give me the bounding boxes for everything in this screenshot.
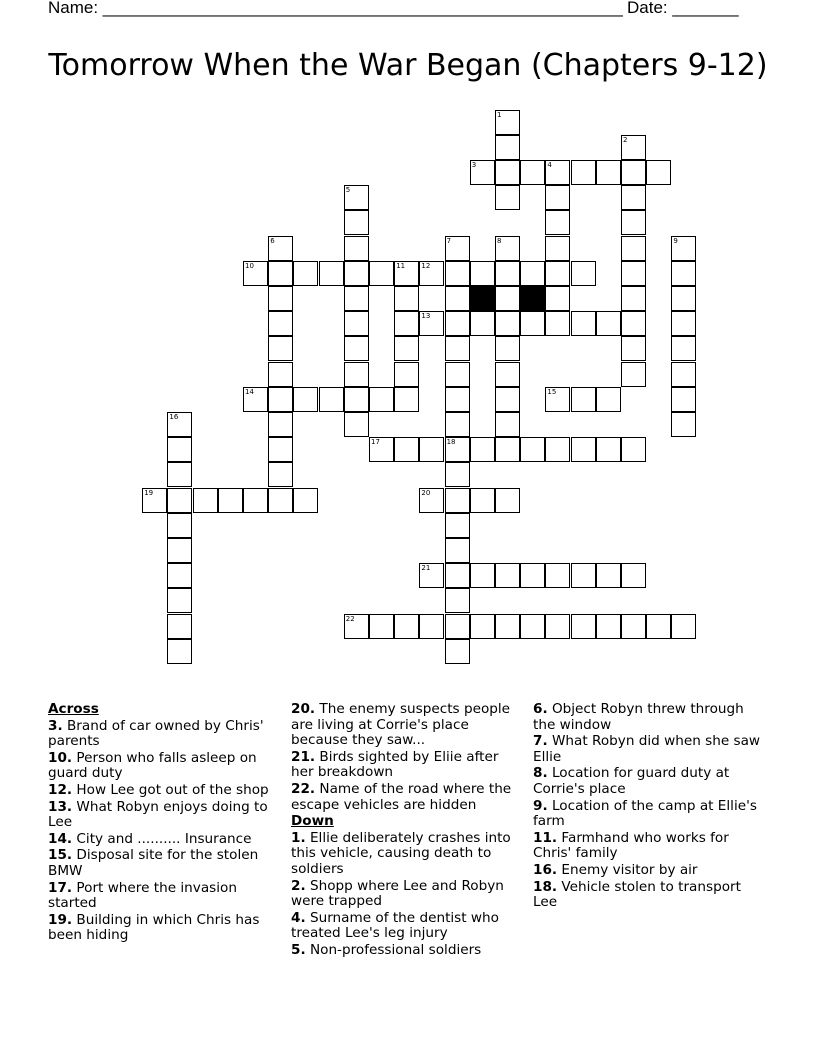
clue-item-text: Vehicle stolen to transport Lee <box>533 878 741 911</box>
grid-cell[interactable] <box>167 588 192 613</box>
clue-item-number: 1. <box>291 829 306 846</box>
clue-item-text: Farmhand who works for Chris' family <box>533 829 729 862</box>
grid-cell[interactable] <box>545 261 570 286</box>
grid-cell[interactable] <box>646 160 671 185</box>
clue-item-text: Location for guard duty at Corrie's place <box>533 765 730 797</box>
grid-cell[interactable] <box>445 362 470 387</box>
grid-cell[interactable] <box>268 362 293 387</box>
grid-cell[interactable] <box>671 236 696 261</box>
grid-cell[interactable] <box>520 311 545 336</box>
clue-item-text: Shopp where Lee and Robyn were trapped <box>291 877 504 910</box>
grid-cell[interactable] <box>167 437 192 462</box>
clue-item <box>533 766 765 797</box>
grid-cell[interactable] <box>671 286 696 311</box>
grid-cell[interactable] <box>394 614 419 639</box>
grid-cell[interactable] <box>344 261 369 286</box>
grid-cell[interactable] <box>394 336 419 361</box>
grid-cell[interactable] <box>621 185 646 210</box>
clue-item <box>533 702 765 733</box>
grid-cell[interactable] <box>621 135 646 160</box>
clue-item <box>533 880 765 911</box>
grid-cell[interactable] <box>293 488 318 513</box>
grid-cell[interactable] <box>419 311 444 336</box>
clue-item-number: 18. <box>533 878 558 895</box>
grid-cell[interactable] <box>243 488 268 513</box>
grid-cell[interactable] <box>445 437 470 462</box>
grid-cell[interactable] <box>621 437 646 462</box>
grid-cell[interactable] <box>394 362 419 387</box>
grid-cell[interactable] <box>445 336 470 361</box>
grid-cell[interactable] <box>671 412 696 437</box>
grid-cell[interactable] <box>545 210 570 235</box>
grid-cell[interactable] <box>621 261 646 286</box>
grid-cell[interactable] <box>495 362 520 387</box>
grid-cell[interactable] <box>268 488 293 513</box>
clues-column-1 <box>48 702 280 945</box>
clue-number: 9 <box>673 236 678 245</box>
grid-cell[interactable] <box>344 614 369 639</box>
clue-number: 18 <box>446 438 456 447</box>
grid-cell[interactable] <box>596 563 621 588</box>
clue-item <box>48 848 280 879</box>
clue-number: 3 <box>471 160 477 169</box>
clue-number: 10 <box>245 261 254 270</box>
clues-column-3 <box>533 702 765 912</box>
grid-cell[interactable] <box>495 286 520 311</box>
clue-item-text: Port where the invasion started <box>48 879 237 912</box>
clue-item <box>533 863 765 879</box>
grid-cell[interactable] <box>571 261 596 286</box>
grid-cell[interactable] <box>268 462 293 487</box>
grid-cell[interactable] <box>671 362 696 387</box>
grid-cell[interactable] <box>495 311 520 336</box>
clue-item-text: Location of the camp at Ellie's farm <box>533 797 757 830</box>
grid-cell[interactable] <box>545 563 570 588</box>
grid-cell[interactable] <box>268 387 293 412</box>
grid-cell[interactable] <box>520 437 545 462</box>
clue-item-text: Surname of the dentist who treated Lee's leg injury <box>291 909 499 942</box>
grid-cell[interactable] <box>268 261 293 286</box>
clue-item-text: Name of the road where the escape vehicles are hidden <box>291 780 512 813</box>
grid-cell[interactable] <box>445 261 470 286</box>
grid-cell[interactable] <box>495 135 520 160</box>
page-title: Tomorrow When the War Began (Chapters 9-12) <box>48 48 768 83</box>
grid-cell[interactable] <box>621 160 646 185</box>
grid-cell[interactable] <box>445 588 470 613</box>
grid-cell[interactable] <box>268 286 293 311</box>
grid-cell[interactable] <box>268 311 293 336</box>
grid-cell[interactable] <box>344 286 369 311</box>
clue-item-number: 16. <box>533 861 558 878</box>
date-field[interactable]: Date: _______ <box>627 0 739 17</box>
grid-cell[interactable] <box>167 538 192 563</box>
grid-cell[interactable] <box>671 614 696 639</box>
clue-item-number: 2. <box>291 877 306 894</box>
grid-cell[interactable] <box>167 412 192 437</box>
clue-item-number: 13. <box>48 798 73 815</box>
clue-number: 21 <box>421 564 431 573</box>
clue-item-number: 5. <box>291 941 306 958</box>
clue-item-number: 11. <box>533 829 558 846</box>
grid-cell[interactable] <box>445 614 470 639</box>
grid-cell[interactable] <box>445 639 470 664</box>
clue-item-number: 22. <box>291 780 316 797</box>
clue-item-number: 17. <box>48 879 73 896</box>
grid-cell[interactable] <box>344 311 369 336</box>
clue-item-text: The enemy suspects people are living at Corrie's place because they saw... <box>291 701 511 749</box>
grid-cell[interactable] <box>243 261 268 286</box>
clue-item-number: 20. <box>291 701 316 717</box>
clue-number: 17 <box>371 438 380 447</box>
grid-cell[interactable] <box>167 614 192 639</box>
clue-item <box>291 911 523 942</box>
clue-item-number: 6. <box>533 701 548 717</box>
clue-number: 1 <box>497 110 502 119</box>
clue-number: 6 <box>270 236 275 245</box>
clue-item <box>291 750 523 781</box>
grid-cell[interactable] <box>646 614 671 639</box>
name-field[interactable]: Name: _______________________________________________________ <box>48 0 623 17</box>
clue-item <box>291 702 523 749</box>
grid-cell[interactable] <box>344 185 369 210</box>
clue-item <box>48 881 280 912</box>
grid-cell[interactable] <box>167 488 192 513</box>
grid-cell[interactable] <box>495 336 520 361</box>
grid-cell[interactable] <box>445 286 470 311</box>
grid-cell[interactable] <box>520 160 545 185</box>
grid-cell[interactable] <box>596 614 621 639</box>
grid-cell[interactable] <box>545 286 570 311</box>
grid-cell[interactable] <box>394 286 419 311</box>
grid-cell[interactable] <box>545 160 570 185</box>
grid-cell[interactable] <box>495 261 520 286</box>
grid-cell[interactable] <box>445 236 470 261</box>
grid-cell[interactable] <box>419 563 444 588</box>
grid-cell[interactable] <box>167 462 192 487</box>
grid-cell[interactable] <box>445 513 470 538</box>
grid-cell[interactable] <box>470 488 495 513</box>
clue-number: 22 <box>345 614 355 623</box>
grid-cell[interactable] <box>243 387 268 412</box>
clue-item-number: 14. <box>48 830 73 847</box>
clue-item <box>291 943 523 959</box>
grid-cell[interactable] <box>344 236 369 261</box>
clue-number: 19 <box>144 488 154 497</box>
grid-cell[interactable] <box>344 210 369 235</box>
clue-item <box>48 832 280 848</box>
grid-cell[interactable] <box>520 614 545 639</box>
grid-cell[interactable] <box>293 387 318 412</box>
clue-item <box>291 782 523 813</box>
grid-cell[interactable] <box>293 261 318 286</box>
clue-number: 15 <box>547 387 557 396</box>
blocked-cell <box>470 286 495 311</box>
clue-item <box>533 831 765 862</box>
clue-item-text: Object Robyn threw through the window <box>533 701 744 733</box>
clue-number: 2 <box>623 135 628 144</box>
grid-cell[interactable] <box>344 362 369 387</box>
blocked-cell <box>520 286 545 311</box>
grid-cell[interactable] <box>268 236 293 261</box>
grid-cell[interactable] <box>445 311 470 336</box>
grid-cell[interactable] <box>167 563 192 588</box>
clue-item <box>48 719 280 750</box>
grid-cell[interactable] <box>545 437 570 462</box>
clues-column-2 <box>291 702 523 960</box>
grid-cell[interactable] <box>369 437 394 462</box>
grid-cell[interactable] <box>671 336 696 361</box>
grid-cell[interactable] <box>596 437 621 462</box>
grid-cell[interactable] <box>394 437 419 462</box>
grid-cell[interactable] <box>470 614 495 639</box>
grid-cell[interactable] <box>621 311 646 336</box>
clue-number: 4 <box>547 160 552 169</box>
clue-item-text: What Robyn enjoys doing to Lee <box>48 798 268 831</box>
clue-item-number: 8. <box>533 765 548 782</box>
clue-number: 20 <box>421 488 431 497</box>
grid-cell[interactable] <box>369 261 394 286</box>
grid-cell[interactable] <box>193 488 218 513</box>
grid-cell[interactable] <box>142 488 167 513</box>
grid-cell[interactable] <box>319 387 344 412</box>
grid-cell[interactable] <box>470 160 495 185</box>
clue-item <box>533 799 765 830</box>
clue-item-number: 19. <box>48 911 73 928</box>
grid-cell[interactable] <box>671 311 696 336</box>
clue-item-number: 15. <box>48 847 73 864</box>
clue-item-text: Enemy visitor by air <box>561 861 698 878</box>
clue-item-text: Ellie deliberately crashes into this vehicle, causing death to soldiers <box>291 829 511 877</box>
clue-item <box>291 879 523 910</box>
grid-cell[interactable] <box>319 261 344 286</box>
grid-cell[interactable] <box>167 513 192 538</box>
grid-cell[interactable] <box>671 261 696 286</box>
grid-cell[interactable] <box>445 387 470 412</box>
grid-cell[interactable] <box>671 387 696 412</box>
grid-cell[interactable] <box>596 387 621 412</box>
clue-item <box>48 783 280 799</box>
clue-item-text: What Robyn did when she saw Ellie <box>533 733 761 765</box>
clue-number: 5 <box>345 186 351 195</box>
grid-cell[interactable] <box>445 538 470 563</box>
grid-cell[interactable] <box>445 563 470 588</box>
grid-cell[interactable] <box>394 387 419 412</box>
grid-cell[interactable] <box>545 311 570 336</box>
grid-cell[interactable] <box>167 639 192 664</box>
clue-item <box>291 831 523 878</box>
clue-item-number: 4. <box>291 909 306 926</box>
grid-cell[interactable] <box>344 336 369 361</box>
grid-cell[interactable] <box>571 160 596 185</box>
grid-cell[interactable] <box>621 614 646 639</box>
grid-cell[interactable] <box>621 286 646 311</box>
grid-cell[interactable] <box>495 412 520 437</box>
clue-item-number: 10. <box>48 749 73 766</box>
grid-cell[interactable] <box>470 563 495 588</box>
clue-item <box>48 913 280 944</box>
grid-cell[interactable] <box>520 261 545 286</box>
grid-cell[interactable] <box>545 614 570 639</box>
clue-item-number: 12. <box>48 781 73 798</box>
clue-item-text: Disposal site for the stolen BMW <box>48 847 259 879</box>
clue-item-number: 3. <box>48 717 63 734</box>
clue-number: 14 <box>245 387 254 396</box>
grid-cell[interactable] <box>596 311 621 336</box>
clue-item-text: How Lee got out of the shop <box>76 781 269 798</box>
grid-cell[interactable] <box>571 387 596 412</box>
grid-cell[interactable] <box>495 185 520 210</box>
clue-item-text: Brand of car owned by Chris' parents <box>48 717 264 750</box>
grid-cell[interactable] <box>545 236 570 261</box>
grid-cell[interactable] <box>495 160 520 185</box>
grid-cell[interactable] <box>621 563 646 588</box>
grid-cell[interactable] <box>470 261 495 286</box>
clue-item-text: Non-professional soldiers <box>309 941 482 958</box>
grid-cell[interactable] <box>520 563 545 588</box>
clue-item-text: Building in which Chris has been hiding <box>48 911 260 944</box>
grid-cell[interactable] <box>419 437 444 462</box>
grid-cell[interactable] <box>495 614 520 639</box>
clue-item <box>48 751 280 782</box>
grid-cell[interactable] <box>394 261 419 286</box>
grid-cell[interactable] <box>419 614 444 639</box>
clue-item <box>533 734 765 765</box>
clue-number: 12 <box>421 261 431 270</box>
grid-cell[interactable] <box>268 412 293 437</box>
grid-cell[interactable] <box>394 311 419 336</box>
grid-cell[interactable] <box>470 311 495 336</box>
grid-cell[interactable] <box>495 563 520 588</box>
grid-cell[interactable] <box>495 437 520 462</box>
grid-cell[interactable] <box>495 387 520 412</box>
grid-cell[interactable] <box>621 236 646 261</box>
grid-cell[interactable] <box>621 210 646 235</box>
grid-cell[interactable] <box>621 362 646 387</box>
grid-cell[interactable] <box>495 110 520 135</box>
grid-cell[interactable] <box>419 261 444 286</box>
clue-item <box>48 800 280 831</box>
clue-item-number: 7. <box>533 733 548 750</box>
grid-cell[interactable] <box>344 387 369 412</box>
grid-cell[interactable] <box>419 488 444 513</box>
grid-cell[interactable] <box>621 336 646 361</box>
clue-item-text: City and .......... Insurance <box>76 830 252 847</box>
grid-cell[interactable] <box>495 236 520 261</box>
grid-cell[interactable] <box>571 563 596 588</box>
clue-item-number: 9. <box>533 797 548 814</box>
grid-cell[interactable] <box>571 311 596 336</box>
clue-section-heading: Down <box>291 813 334 830</box>
grid-cell[interactable] <box>495 488 520 513</box>
clue-number: 8 <box>497 236 502 245</box>
grid-cell[interactable] <box>445 412 470 437</box>
grid-cell[interactable] <box>445 462 470 487</box>
grid-cell[interactable] <box>344 412 369 437</box>
clue-number: 13 <box>421 312 431 321</box>
grid-cell[interactable] <box>545 387 570 412</box>
clue-item-number: 21. <box>291 748 316 765</box>
clue-section-heading: Across <box>48 701 99 717</box>
grid-cell[interactable] <box>268 437 293 462</box>
grid-cell[interactable] <box>571 437 596 462</box>
grid-cell[interactable] <box>545 185 570 210</box>
clue-number: 11 <box>396 261 406 270</box>
grid-cell[interactable] <box>369 614 394 639</box>
clue-item-text: Birds sighted by Eliie after her breakdown <box>291 748 499 781</box>
grid-cell[interactable] <box>218 488 243 513</box>
grid-cell[interactable] <box>268 336 293 361</box>
grid-cell[interactable] <box>445 488 470 513</box>
clue-item-text: Person who falls asleep on guard duty <box>48 749 257 782</box>
clue-number: 7 <box>446 236 452 245</box>
grid-cell[interactable] <box>369 387 394 412</box>
clue-number: 16 <box>169 412 179 421</box>
grid-cell[interactable] <box>571 614 596 639</box>
grid-cell[interactable] <box>596 160 621 185</box>
grid-cell[interactable] <box>470 437 495 462</box>
